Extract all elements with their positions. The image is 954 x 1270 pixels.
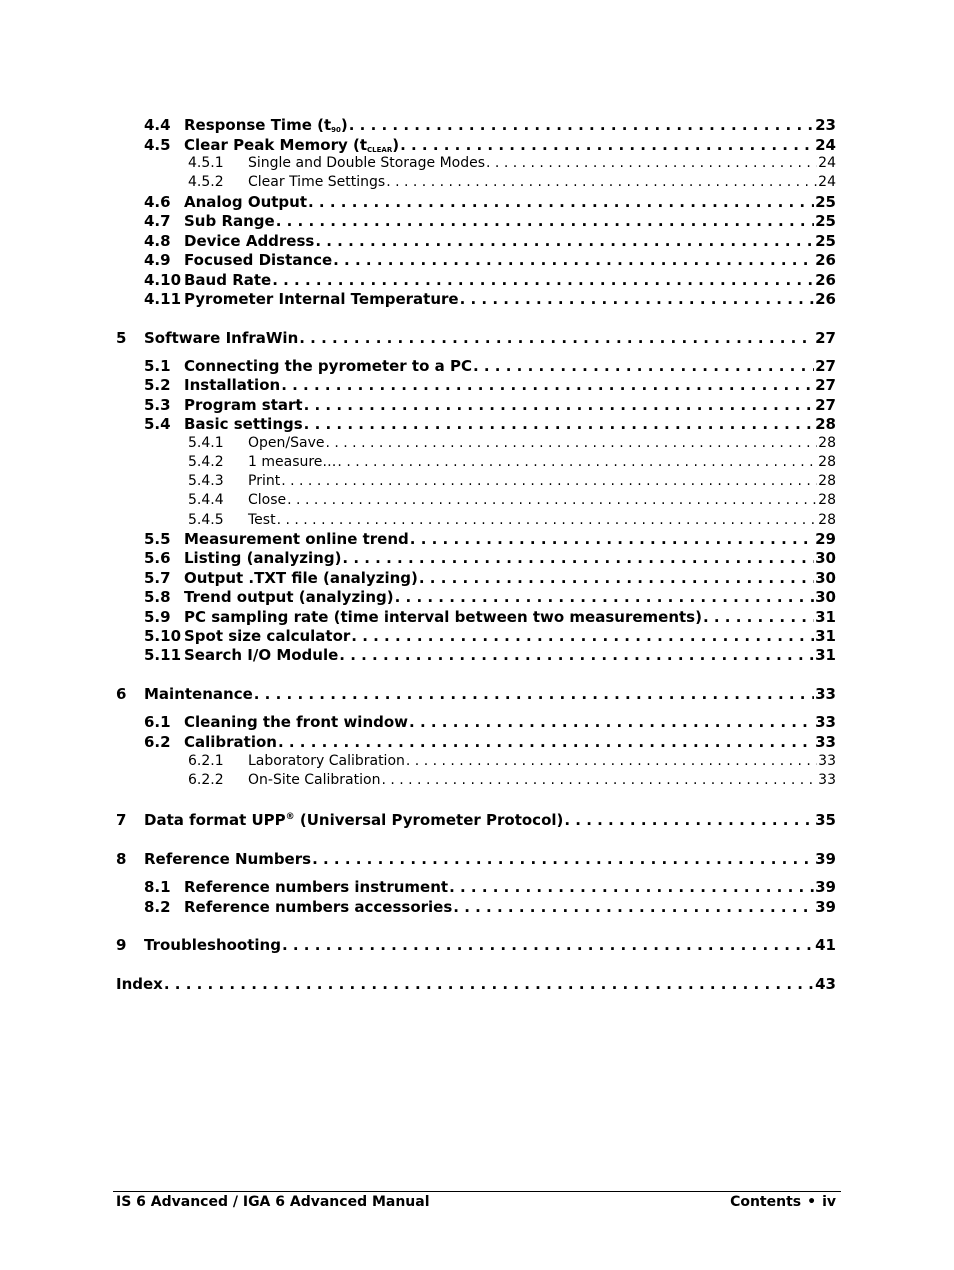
toc-entry-number: 4.5.1 — [188, 155, 224, 171]
footer-section — [730, 1194, 836, 1210]
toc-entry-page: 35 — [815, 811, 836, 829]
toc-dot-leader — [381, 771, 817, 789]
toc-entry[interactable] — [144, 212, 836, 230]
toc-dot-leader — [277, 511, 818, 529]
toc-entry-number: 5.4.3 — [188, 473, 224, 489]
toc-dot-leader — [287, 491, 817, 509]
toc-entry-title: Sub Range — [184, 212, 275, 230]
toc-entry[interactable] — [116, 811, 836, 829]
toc-entry-page: 39 — [815, 878, 836, 896]
toc-entry-page: 30 — [815, 588, 836, 606]
toc-entry-number: 8.1 — [144, 878, 171, 896]
toc-entry-title: Troubleshooting — [144, 936, 281, 954]
toc-entry-number: 6.1 — [144, 713, 171, 731]
toc-entry-page: 31 — [815, 646, 836, 664]
toc-entry-title: Cleaning the front window — [184, 713, 409, 731]
toc-entry-number: 9 — [116, 936, 127, 954]
toc-entry[interactable] — [144, 396, 836, 414]
toc-dot-leader — [325, 434, 817, 452]
toc-dot-leader — [460, 290, 815, 308]
toc-entry-page: 24 — [815, 136, 836, 154]
toc-entry-title — [184, 136, 399, 154]
toc-entry[interactable] — [144, 232, 836, 250]
toc-entry-title: Measurement online trend — [184, 530, 409, 548]
toc-entry-title: Search I/O Module — [184, 646, 339, 664]
toc-entry-number: 5.4 — [144, 415, 171, 433]
toc-entry-title: Listing (analyzing) — [184, 549, 342, 567]
toc-entry-title: PC sampling rate (time interval between two measurements) — [184, 608, 702, 626]
toc-entry-page: 25 — [815, 193, 836, 211]
toc-dot-leader — [339, 646, 814, 664]
toc-entry-title: Connecting the pyrometer to a PC — [184, 357, 472, 375]
toc-entry[interactable] — [144, 878, 836, 896]
toc-entry-number: 6 — [116, 685, 127, 703]
toc-entry-page: 24 — [818, 155, 836, 171]
toc-entry-number: 5.9 — [144, 608, 171, 626]
toc-entry-number: 5.6 — [144, 549, 171, 567]
toc-entry-title: Open/Save — [248, 435, 325, 451]
toc-entry-number: 5.1 — [144, 357, 171, 375]
toc-entry-number: 5.4.1 — [188, 435, 224, 451]
toc-entry-title: Reference numbers accessories — [184, 898, 453, 916]
toc-entry-number: 4.9 — [144, 251, 171, 269]
toc-entry-title: Print — [248, 473, 281, 489]
toc-dot-leader — [164, 975, 814, 993]
toc-entry-title: Laboratory Calibration — [248, 753, 405, 769]
toc-dot-leader — [276, 212, 814, 230]
toc-dot-leader — [254, 685, 814, 703]
toc-entry-title: Focused Distance — [184, 251, 333, 269]
toc-entry[interactable] — [144, 136, 836, 154]
toc-dot-leader — [395, 588, 815, 606]
toc-entry-title — [144, 811, 563, 829]
toc-entry[interactable] — [116, 975, 836, 993]
toc-entry-number: 4.5.2 — [188, 174, 224, 190]
toc-dot-leader — [449, 878, 814, 896]
toc-dot-leader — [419, 569, 814, 587]
toc-entry[interactable] — [144, 713, 836, 731]
toc-entry-number: 7 — [116, 811, 127, 829]
toc-entry-number: 5.4.2 — [188, 454, 224, 470]
toc-entry-title: Installation — [184, 376, 281, 394]
toc-dot-leader — [453, 898, 814, 916]
toc-entry-title-part: (Universal Pyrometer Protocol) — [294, 811, 564, 829]
toc-dot-leader — [351, 627, 814, 645]
toc-entry[interactable] — [116, 850, 836, 868]
footer-page-number: iv — [822, 1194, 836, 1210]
toc-entry-page: 43 — [815, 975, 836, 993]
toc-dot-leader — [410, 530, 814, 548]
toc-entry-page: 30 — [815, 569, 836, 587]
toc-entry-number: 6.2.1 — [188, 753, 224, 769]
toc-entry[interactable] — [144, 193, 836, 211]
footer-rule — [113, 1191, 841, 1192]
toc-entry-number: 5 — [116, 329, 127, 347]
toc-dot-leader — [342, 549, 814, 567]
toc-entry-title: 1 measure… — [248, 454, 337, 470]
toc-entry-title: Index — [116, 975, 163, 993]
toc-entry-page: 28 — [815, 415, 836, 433]
toc-entry[interactable] — [116, 685, 836, 703]
toc-entry-page: 28 — [818, 473, 836, 489]
toc-entry-page: 33 — [815, 713, 836, 731]
toc-dot-leader — [333, 251, 814, 269]
footer-section-label: Contents — [730, 1194, 802, 1210]
toc-entry-title-part: ) — [340, 116, 348, 134]
toc-entry-title: Close — [248, 492, 287, 508]
toc-entry[interactable] — [144, 627, 836, 645]
toc-entry-title: Trend output (analyzing) — [184, 588, 394, 606]
toc-entry-page: 27 — [815, 329, 836, 347]
toc-entry[interactable] — [144, 415, 836, 433]
toc-entry-title: Reference Numbers — [144, 850, 312, 868]
toc-entry[interactable] — [144, 588, 836, 606]
toc-entry[interactable] — [144, 898, 836, 916]
toc-entry-number: 5.4.4 — [188, 492, 224, 508]
toc-dot-leader — [315, 232, 814, 250]
toc-entry-page: 33 — [815, 685, 836, 703]
toc-entry[interactable] — [144, 357, 836, 375]
toc-dot-leader — [337, 453, 817, 471]
toc-dot-leader — [564, 811, 814, 829]
toc-entry-page: 28 — [818, 435, 836, 451]
toc-entry-page: 31 — [815, 627, 836, 645]
toc-entry-title: Basic settings — [184, 415, 303, 433]
toc-entry-title: Single and Double Storage Modes — [248, 155, 486, 171]
toc-entry-page: 26 — [815, 251, 836, 269]
toc-entry-number: 6.2.2 — [188, 772, 224, 788]
toc-entry-number: 4.4 — [144, 116, 171, 134]
footer-bullet: • — [807, 1194, 817, 1210]
toc-entry[interactable] — [144, 549, 836, 567]
toc-entry-page: 39 — [815, 850, 836, 868]
toc-entry-number: 6.2 — [144, 733, 171, 751]
toc-entry-title: Reference numbers instrument — [184, 878, 449, 896]
toc-entry-page: 25 — [815, 212, 836, 230]
toc-entry[interactable] — [144, 569, 836, 587]
toc-entry-number: 4.10 — [144, 271, 182, 289]
toc-entry[interactable] — [188, 453, 836, 471]
toc-entry[interactable] — [144, 271, 836, 289]
toc-entry-title-part: Data format UPP — [144, 811, 286, 829]
toc-entry-page: 30 — [815, 549, 836, 567]
toc-dot-leader — [349, 116, 814, 134]
toc-entry[interactable] — [116, 329, 836, 347]
toc-entry-number: 5.4.5 — [188, 512, 224, 528]
toc-entry-title: On-Site Calibration — [248, 772, 381, 788]
toc-dot-leader — [272, 271, 814, 289]
toc-entry[interactable] — [116, 936, 836, 954]
toc-entry-title: Analog Output — [184, 193, 308, 211]
toc-entry-number: 4.5 — [144, 136, 171, 154]
toc-dot-leader — [304, 415, 814, 433]
toc-entry-page: 29 — [815, 530, 836, 548]
toc-entry-number: 5.3 — [144, 396, 171, 414]
toc-entry[interactable] — [144, 733, 836, 751]
toc-entry-title — [184, 116, 348, 134]
toc-dot-leader — [312, 850, 814, 868]
toc-entry-title: Device Address — [184, 232, 315, 250]
toc-entry[interactable] — [144, 290, 836, 308]
toc-entry-page: 24 — [818, 174, 836, 190]
toc-entry-title-part: Response Time (t — [184, 116, 332, 134]
toc-entry-number: 4.8 — [144, 232, 171, 250]
toc-entry-number: 5.5 — [144, 530, 171, 548]
toc-entry[interactable] — [188, 752, 836, 770]
toc-entry-title-part: 90 — [331, 126, 341, 134]
toc-entry-title-part: ® — [285, 812, 295, 822]
toc-entry[interactable] — [188, 771, 836, 789]
toc-entry-number: 5.8 — [144, 588, 171, 606]
toc-entry-number: 5.10 — [144, 627, 182, 645]
toc-entry-title: Maintenance — [144, 685, 253, 703]
toc-entry-number: 5.11 — [144, 646, 182, 664]
toc-entry-number: 4.7 — [144, 212, 171, 230]
toc-entry-title: Baud Rate — [184, 271, 272, 289]
toc-dot-leader — [281, 376, 814, 394]
toc-entry[interactable] — [144, 116, 836, 134]
toc-entry-page: 27 — [815, 396, 836, 414]
toc-dot-leader — [703, 608, 814, 626]
toc-entry-page: 27 — [815, 376, 836, 394]
footer-manual-title: IS 6 Advanced / IGA 6 Advanced Manual — [116, 1194, 430, 1210]
toc-entry-title: Test — [248, 512, 276, 528]
toc-entry-page: 28 — [818, 454, 836, 470]
toc-entry-number: 5.2 — [144, 376, 171, 394]
toc-dot-leader — [406, 752, 817, 770]
toc-entry-title: Clear Time Settings — [248, 174, 386, 190]
toc-entry-number: 8.2 — [144, 898, 171, 916]
toc-entry-title: Software InfraWin — [144, 329, 299, 347]
toc-entry-page: 31 — [815, 608, 836, 626]
toc-dot-leader — [308, 193, 814, 211]
toc-dot-leader — [304, 396, 815, 414]
toc-entry[interactable] — [188, 491, 836, 509]
toc-entry-number: 8 — [116, 850, 127, 868]
toc-dot-leader — [486, 154, 817, 172]
toc-dot-leader — [281, 472, 817, 490]
toc-entry-page: 33 — [818, 772, 836, 788]
toc-dot-leader — [409, 713, 814, 731]
toc-entry[interactable] — [144, 251, 836, 269]
toc-entry-page: 28 — [818, 512, 836, 528]
toc-entry-page: 39 — [815, 898, 836, 916]
toc-entry-page: 28 — [818, 492, 836, 508]
toc-entry[interactable] — [144, 530, 836, 548]
toc-entry-title-part: ) — [392, 136, 400, 154]
toc-entry-number: 4.6 — [144, 193, 171, 211]
toc-entry-page: 26 — [815, 271, 836, 289]
toc-entry-number: 4.11 — [144, 290, 182, 308]
toc-dot-leader — [473, 357, 814, 375]
toc-entry[interactable] — [144, 376, 836, 394]
toc-entry-title: Spot size calculator — [184, 627, 351, 645]
toc-entry-page: 23 — [815, 116, 836, 134]
toc-entry[interactable] — [188, 173, 836, 191]
toc-entry-title: Program start — [184, 396, 303, 414]
toc-entry-page: 33 — [818, 753, 836, 769]
toc-entry-title: Output .TXT file (analyzing) — [184, 569, 418, 587]
toc-entry-page: 26 — [815, 290, 836, 308]
toc-entry-page: 33 — [815, 733, 836, 751]
toc-entry-title-part: CLEAR — [367, 146, 393, 154]
toc-entry[interactable] — [144, 646, 836, 664]
toc-entry[interactable] — [188, 511, 836, 529]
toc-dot-leader — [282, 936, 814, 954]
toc-entry-title: Calibration — [184, 733, 277, 751]
toc-dot-leader — [278, 733, 814, 751]
toc-entry-title: Pyrometer Internal Temperature — [184, 290, 459, 308]
toc-entry-title-part: Clear Peak Memory (t — [184, 136, 368, 154]
toc-dot-leader — [400, 136, 814, 154]
toc-entry[interactable] — [144, 608, 836, 626]
toc-entry-page: 27 — [815, 357, 836, 375]
toc-entry-number: 5.7 — [144, 569, 171, 587]
toc-entry-page: 41 — [815, 936, 836, 954]
toc-entry[interactable] — [188, 434, 836, 452]
toc-entry[interactable] — [188, 472, 836, 490]
toc-entry[interactable] — [188, 154, 836, 172]
toc-dot-leader — [299, 329, 814, 347]
toc-entry-page: 25 — [815, 232, 836, 250]
toc-dot-leader — [386, 173, 817, 191]
